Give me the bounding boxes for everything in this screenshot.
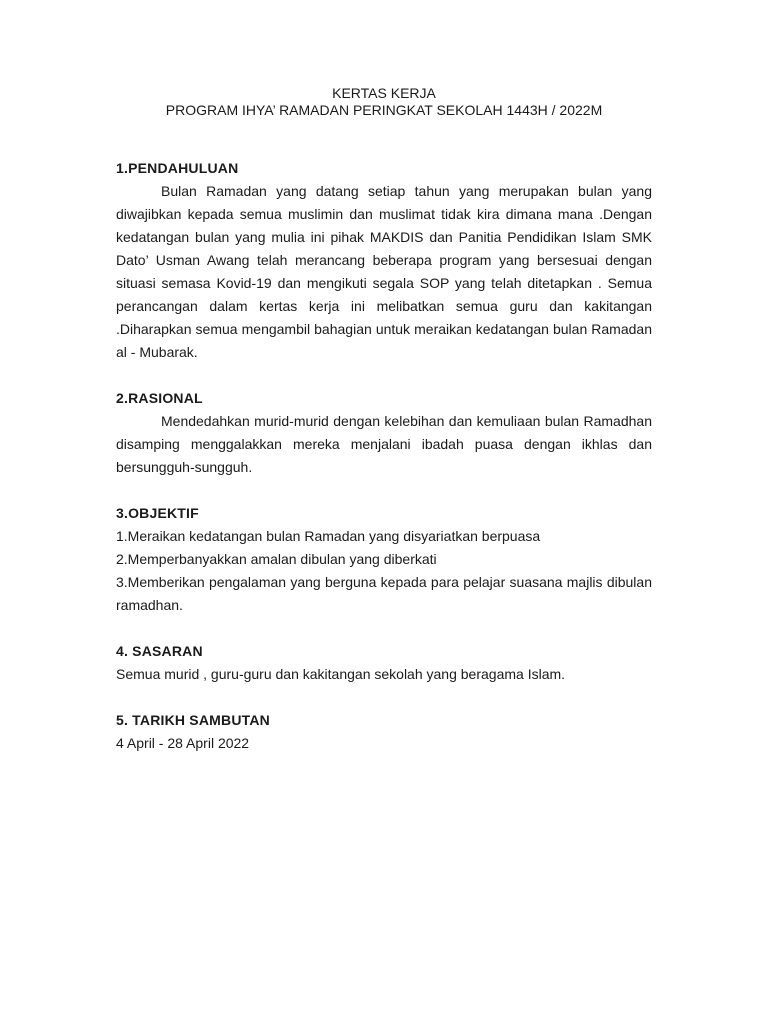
objektif-list (116, 525, 652, 617)
section-tarikh (116, 709, 652, 755)
section-body-sasaran: Semua murid , guru-guru dan kakitangan sekolah yang beragama Islam. (116, 666, 566, 682)
section-sasaran (116, 640, 652, 686)
section-rasional (116, 387, 652, 479)
section-body-rasional: Mendedahkan murid-murid dengan kelebihan dan kemuliaan bulan Ramadhan disamping menggalakkan mereka menjalani ibadah puasa dengan ikhlas dan bersungguh-sungguh. (116, 413, 652, 475)
section-objektif (116, 502, 652, 617)
section-heading-rasional: 2.RASIONAL (116, 390, 203, 406)
list-item: 2.Memperbanyakkan amalan dibulan yang diberkati (116, 551, 437, 567)
section-heading-tarikh: 5. TARIKH SAMBUTAN (116, 712, 270, 728)
list-item: 3.Memberikan pengalaman yang berguna kepada para pelajar suasana majlis dibulan ramadhan. (116, 574, 652, 613)
section-pendahuluan (116, 157, 652, 364)
section-heading-objektif: 3.OBJEKTIF (116, 505, 199, 521)
section-heading-pendahuluan: 1.PENDAHULUAN (116, 160, 239, 176)
section-body-pendahuluan: Bulan Ramadan yang datang setiap tahun yang merupakan bulan yang diwajibkan kepada semua muslimin dan muslimat tidak kira dimana mana .Dengan kedatangan bulan yang mulia ini pihak MAKDIS dan Panitia Pendidikan Islam SMK Dato’ Usman Awang telah merancang beberapa program yang bersesuai dengan situasi semasa Kovid-19 dan mengikuti segala SOP yang telah ditetapkan . Semua perancangan dalam kertas kerja ini melibatkan semua guru dan kakitangan .Diharapkan semua mengambil bahagian untuk meraikan kedatangan bulan Ramadan al - Mubarak. (116, 183, 652, 360)
list-item: 1.Meraikan kedatangan bulan Ramadan yang disyariatkan berpuasa (116, 528, 541, 544)
document-title (116, 85, 652, 119)
title-line-2: PROGRAM IHYA’ RAMADAN PERINGKAT SEKOLAH 1443H / 2022M (165, 102, 603, 118)
section-heading-sasaran: 4. SASARAN (116, 643, 203, 659)
section-body-tarikh: 4 April - 28 April 2022 (116, 735, 250, 751)
document-page (116, 85, 652, 778)
title-line-1: KERTAS KERJA (332, 85, 436, 101)
